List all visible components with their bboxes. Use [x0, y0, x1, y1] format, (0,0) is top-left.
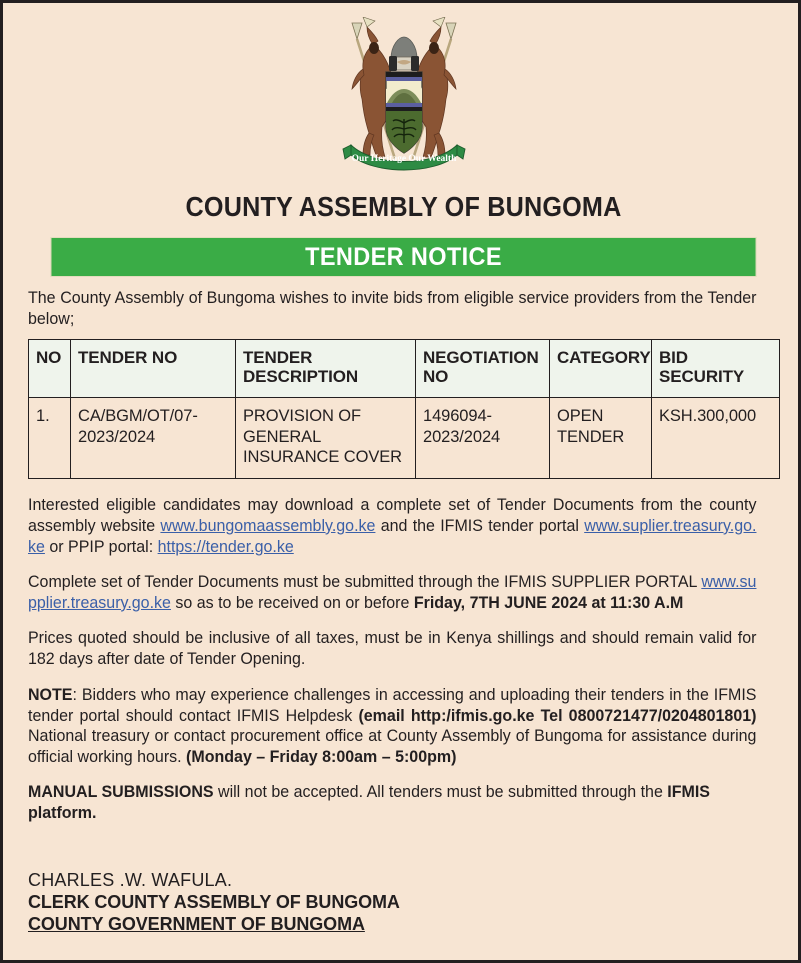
- kenya-coat-of-arms-icon: [329, 17, 479, 177]
- page-content: [28, 3, 779, 936]
- note-label: NOTE: [28, 685, 73, 704]
- ifmis-platform-label: IFMIS platform.: [28, 783, 710, 823]
- column-header-negotiation-no: NEGOTIATION NO: [416, 339, 550, 397]
- column-header-no: NO: [29, 339, 71, 397]
- submission-paragraph: [28, 572, 756, 614]
- page-title: COUNTY ASSEMBLY OF BUNGOMA: [185, 191, 622, 222]
- link-ppip-portal[interactable]: https://tender.go.ke: [157, 537, 294, 556]
- signatory-government: COUNTY GOVERNMENT OF BUNGOMA: [28, 914, 365, 935]
- column-header-bid-security: BID SECURITY: [652, 339, 780, 397]
- cell-negotiation-no: 1496094-2023/2024: [416, 398, 550, 479]
- download-instructions-paragraph: [28, 495, 756, 558]
- coat-of-arms-container: [28, 3, 779, 177]
- cell-bid-security: KSH.300,000: [652, 398, 780, 479]
- submission-text-segment-1: Complete set of Tender Documents must be submitted through the IFMIS SUPPLIER PORTAL: [28, 572, 702, 591]
- tender-table: [28, 339, 780, 479]
- signature-block: [28, 870, 779, 936]
- intro-paragraph: The County Assembly of Bungoma wishes to invite bids from eligible service providers from the Tender below;: [28, 289, 757, 328]
- cell-tender-no: CA/BGM/OT/07-2023/2024: [71, 398, 236, 479]
- submission-text-segment-2: so as to be received on or before: [170, 593, 414, 612]
- column-header-tender-no: TENDER NO: [71, 339, 236, 397]
- submission-deadline: Friday, 7TH JUNE 2024 at 11:30 A.M: [413, 593, 684, 612]
- note-text-segment-1: : Bidders who may experience challenges in accessing and uploading their tenders in the IFMIS tender portal should contact IFMIS Helpdesk: [28, 685, 757, 725]
- cell-description: PROVISION OF GENERAL INSURANCE COVER: [236, 398, 416, 479]
- table-header-row: [29, 339, 780, 397]
- download-text-segment-3: or PPIP portal:: [44, 537, 158, 556]
- cell-no: 1.: [29, 398, 71, 479]
- download-text-segment-1: Interested eligible candidates may download a complete set of Tender Documents from the county assembly website: [28, 495, 757, 535]
- signatory-role: CLERK COUNTY ASSEMBLY OF BUNGOMA: [28, 892, 400, 913]
- note-paragraph: [28, 685, 756, 769]
- link-bungoma-assembly-website[interactable]: www.bungomaassembly.go.ke: [160, 516, 376, 535]
- column-header-tender-description: TENDER DESCRIPTION: [236, 339, 416, 397]
- emblem-motto-text: Our Heritage Our Wealth: [351, 154, 456, 164]
- manual-submissions-label: MANUAL SUBMISSIONS: [28, 783, 214, 802]
- table-row: [29, 398, 780, 479]
- note-working-hours: (Monday – Friday 8:00am – 5:00pm): [186, 748, 457, 767]
- note-text-segment-2: National treasury or contact procurement office at County Assembly of Bungoma for assistance during official working hours.: [28, 727, 757, 767]
- tender-notice-banner: TENDER NOTICE: [51, 237, 757, 277]
- prices-paragraph: Prices quoted should be inclusive of all taxes, must be in Kenya shillings and should remain valid for 182 days after date of Tender Opening.: [28, 628, 757, 668]
- link-supplier-treasury-portal[interactable]: www.supplier.treasury.go.ke: [28, 572, 757, 612]
- manual-text-segment-1: will not be accepted. All tenders must be submitted through the: [213, 783, 668, 802]
- column-header-category: CATEGORY: [550, 339, 652, 397]
- manual-submissions-paragraph: [28, 782, 756, 824]
- download-text-segment-2: and the IFMIS tender portal: [375, 516, 585, 535]
- note-helpdesk-contact: (email http:/ifmis.go.ke Tel 0800721477/0204801801): [358, 706, 757, 725]
- cell-category: OPEN TENDER: [550, 398, 652, 479]
- signatory-name: CHARLES .W. WAFULA.: [28, 870, 233, 891]
- link-ifmis-supplier-portal[interactable]: www.suplier.treasury.go.ke: [28, 516, 757, 556]
